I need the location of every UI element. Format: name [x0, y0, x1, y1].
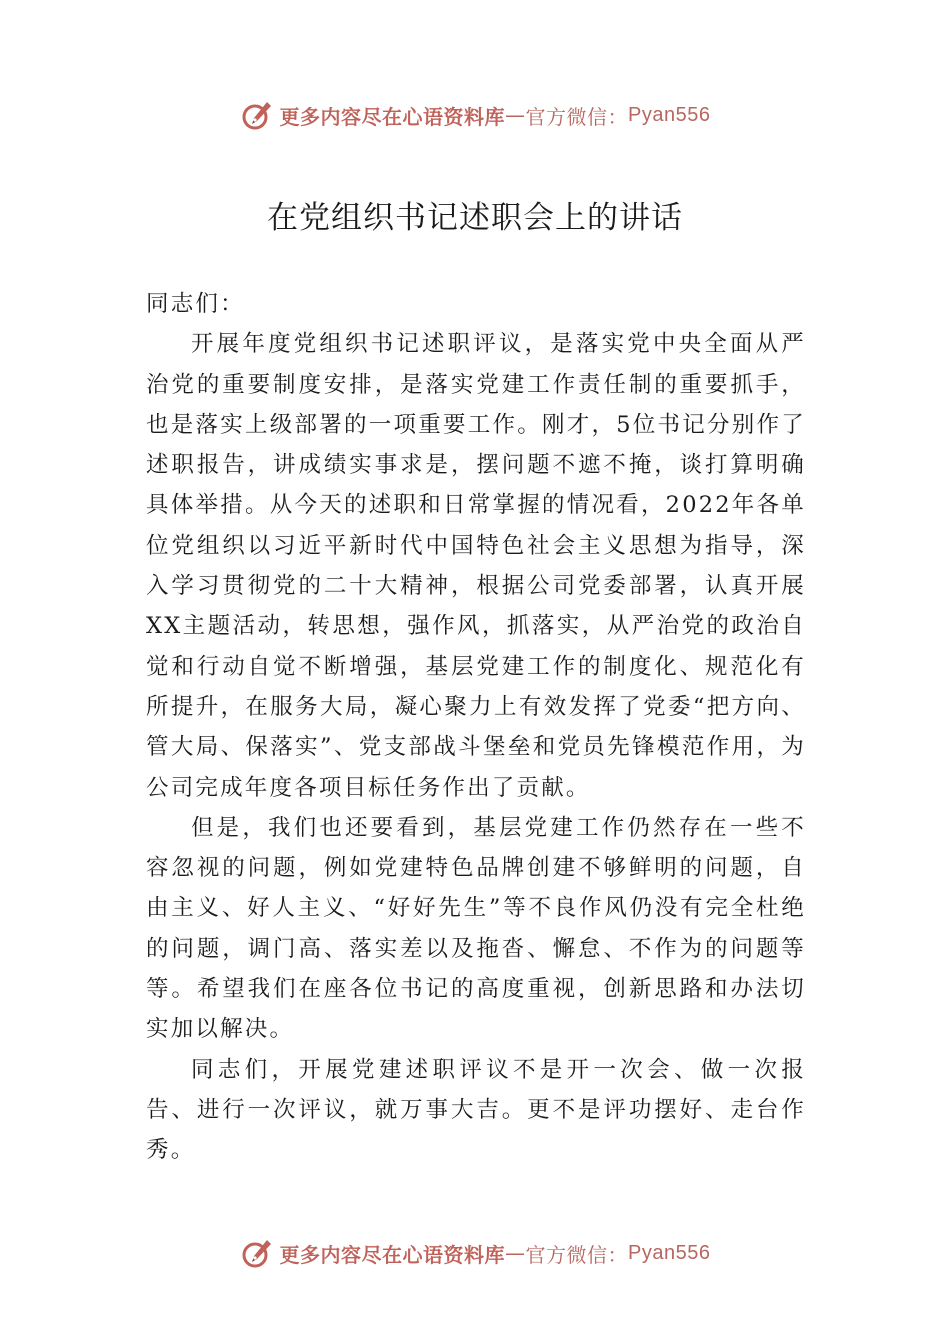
watermark-site-text: 更多内容尽在心语资料库 — [279, 1242, 506, 1267]
watermark-separator: — — [505, 103, 526, 127]
document-title: 在党组织书记述职会上的讲话 — [267, 200, 683, 236]
watermark-wechat-label: 官方微信： — [525, 104, 629, 129]
watermark-wechat-id: Pyan556 — [628, 1241, 711, 1264]
watermark-wechat-id: Pyan556 — [628, 103, 711, 126]
pen-nib-circle-icon — [240, 1236, 274, 1270]
paragraph-1: 开展年度党组织书记述职评议，是落实党中央全面从严治党的重要制度安排，是落实党建工作责任制的重要抓手，也是落实上级部署的一项重要工作。刚才，5位书记分别作了述职报告，讲成绩实事求是，摆问题不遮不掩，谈打算明确具体举措。从今天的述职和日常掌握的情况看，2022年各单位党组织以习近平新时代中国特色社会主义思想为指导，深入学习贯彻党的二十大精神，根据公司党委部署，认真开展XX主题活动，转思想，强作风，抓落实，从严治党的政治自觉和行动自觉不断增强，基层党建工作的制度化、规范化有所提升，在服务大局，凝心聚力上有效发挥了党委“把方向、管大局、保落实”、党支部战斗堡垒和党员先锋模范作用，为公司完成年度各项目标任务作出了贡献。 — [146, 331, 806, 801]
watermark-wechat-label: 官方微信： — [525, 1242, 629, 1267]
watermark-site-text: 更多内容尽在心语资料库 — [279, 104, 506, 129]
pen-nib-circle-icon — [240, 98, 274, 132]
header-watermark — [0, 95, 950, 135]
paragraph-3: 同志们，开展党建述职评议不是开一次会、做一次报告、进行一次评议，就万事大吉。更不是评功摆好、走台作秀。 — [146, 1056, 806, 1164]
watermark-separator: — — [505, 1241, 526, 1265]
paragraph-2: 但是，我们也还要看到，基层党建工作仍然存在一些不容忽视的问题，例如党建特色品牌创建不够鲜明的问题，自由主义、好人主义、“好好先生”等不良作风仍没有完全杜绝的问题，调门高、落实差以及拖沓、懈怠、不作为的问题等等。希望我们在座各位书记的高度重视，创新思路和办法切实加以解决。 — [146, 814, 806, 1043]
salutation: 同志们： — [146, 291, 245, 317]
document-body — [146, 284, 806, 1171]
footer-watermark — [0, 1233, 950, 1273]
